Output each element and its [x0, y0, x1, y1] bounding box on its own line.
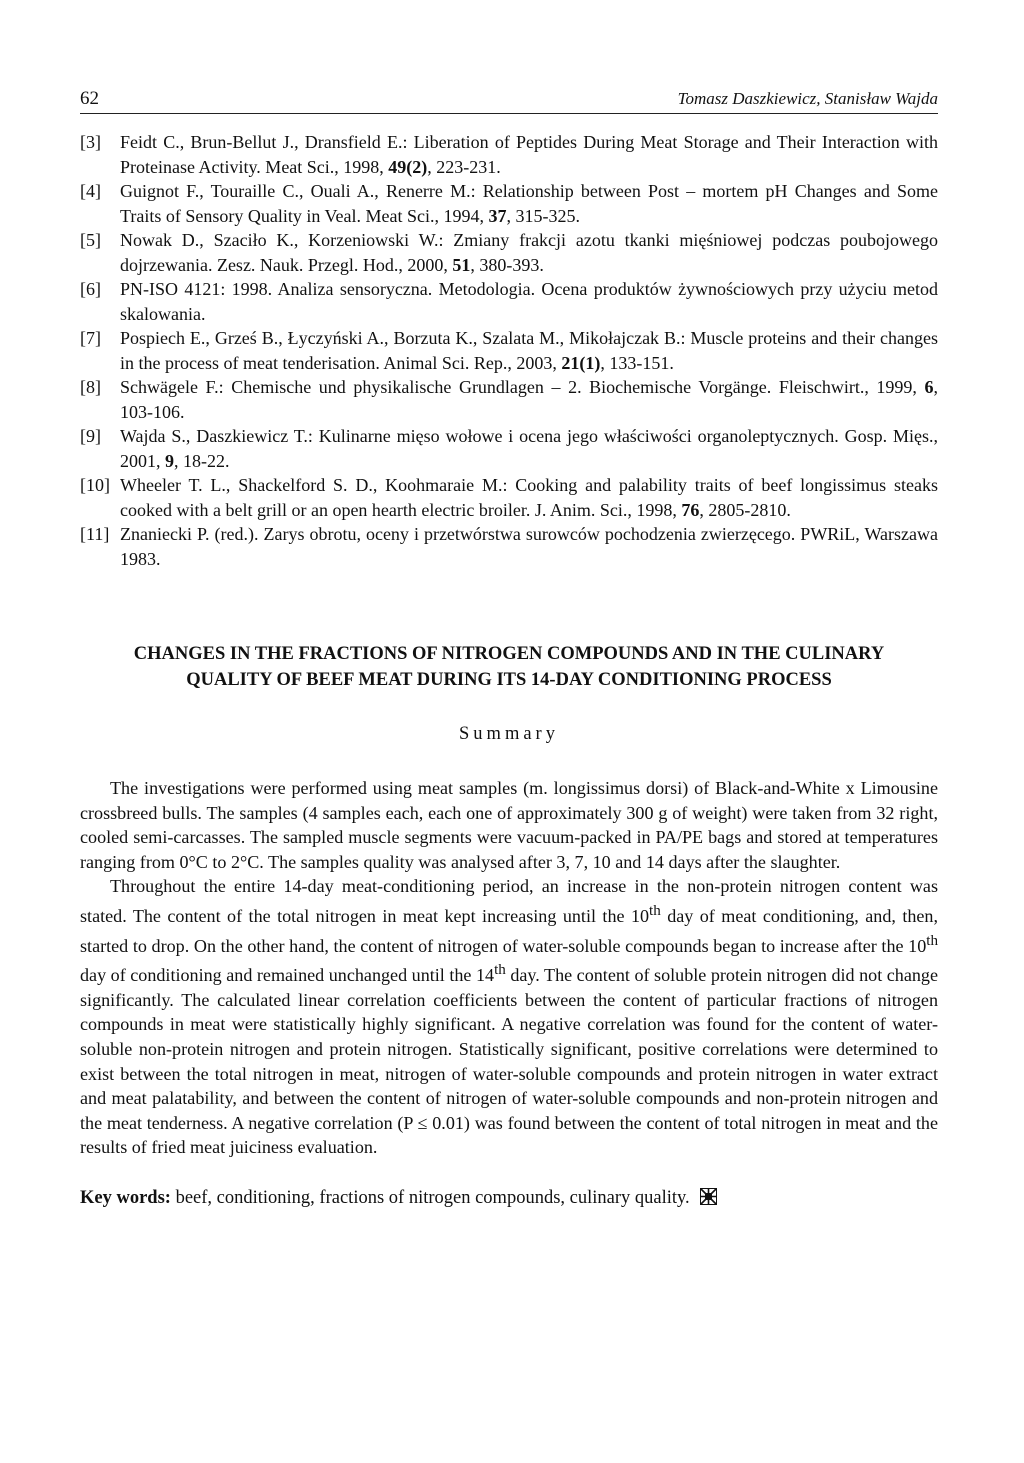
- reference-item: [80, 522, 938, 571]
- reference-item: [80, 473, 938, 522]
- reference-item: [80, 179, 938, 228]
- reference-text: Schwägele F.: Chemische und physikalische Grundlagen – 2. Biochemische Vorgänge. Fleischwirt., 1999, 6, 103-106.: [120, 377, 938, 422]
- summary-title: CHANGES IN THE FRACTIONS OF NITROGEN COMPOUNDS AND IN THE CULINARY QUALITY OF BEEF MEAT DURING ITS 14-DAY CONDITIONING PROCESS: [133, 644, 885, 690]
- reference-item: [80, 375, 938, 424]
- running-authors: Tomasz Daszkiewicz, Stanisław Wajda: [677, 89, 938, 108]
- reference-number: [5]: [80, 230, 101, 250]
- reference-number: [10]: [80, 475, 110, 495]
- reference-number: [6]: [80, 279, 101, 299]
- reference-item: [80, 424, 938, 473]
- summary-paragraph-1: The investigations were performed using meat samples (m. longissimus dorsi) of Black-and-White x Limousine crossbreed bulls. The samples (4 samples each, each one of approximately 300 g of weight) were taken from 32 right, cooled semi-carcasses. The sampled muscle segments were vacuum-packed in PA/PE bags and stored at temperatures ranging from 0°C to 2°C. The samples quality was analysed after 3, 7, 10 and 14 days after the slaughter.: [80, 778, 938, 872]
- reference-item: [80, 326, 938, 375]
- reference-item: [80, 277, 938, 326]
- reference-text: Znaniecki P. (red.). Zarys obrotu, oceny i przetwórstwa surowców pochodzenia zwierzęcego. PWRiL, Warszawa 1983.: [120, 524, 938, 569]
- reference-text: Wajda S., Daszkiewicz T.: Kulinarne mięso wołowe i ocena jego właściwości organoleptycznych. Gosp. Mięs., 2001, 9, 18-22.: [120, 426, 938, 471]
- end-of-article-icon: [700, 1188, 717, 1205]
- page-number: 62: [80, 88, 99, 109]
- reference-text: Wheeler T. L., Shackelford S. D., Koohmaraie M.: Cooking and palability traits of beef longissimus steaks cooked with a belt grill or an open hearth electric broiler. J. Anim. Sci., 1998, 76, 2805-2810.: [120, 475, 938, 520]
- reference-number: [11]: [80, 524, 110, 544]
- keywords-text: beef, conditioning, fractions of nitrogen compounds, culinary quality.: [170, 1188, 690, 1208]
- keywords: [80, 1186, 938, 1210]
- reference-text: PN-ISO 4121: 1998. Analiza sensoryczna. Metodologia. Ocena produktów żywnościowych przy użyciu metod skalowania.: [120, 279, 938, 324]
- reference-number: [8]: [80, 377, 101, 397]
- reference-list: [80, 130, 938, 571]
- running-header: [80, 88, 938, 114]
- reference-number: [4]: [80, 181, 101, 201]
- reference-item: [80, 130, 938, 179]
- reference-text: Nowak D., Szaciło K., Korzeniowski W.: Zmiany frakcji azotu tkanki mięśniowej podczas poubojowego dojrzewania. Zesz. Nauk. Przegl. Hod., 2000, 51, 380-393.: [120, 230, 938, 275]
- reference-text: Guignot F., Touraille C., Ouali A., Renerre M.: Relationship between Post – mortem pH Changes and Some Traits of Sensory Quality in Veal. Meat Sci., 1994, 37, 315-325.: [120, 181, 938, 226]
- keywords-label: Key words:: [80, 1188, 171, 1208]
- reference-number: [3]: [80, 132, 101, 152]
- reference-item: [80, 228, 938, 277]
- reference-text: Feidt C., Brun-Bellut J., Dransfield E.: Liberation of Peptides During Meat Storage and Their Interaction with Proteinase Activity. Meat Sci., 1998, 49(2), 223-231.: [120, 132, 938, 177]
- reference-number: [7]: [80, 328, 101, 348]
- summary-paragraph-2: Throughout the entire 14-day meat-conditioning period, an increase in the non-protein nitrogen content was stated. The content of the total nitrogen in meat kept increasing until the 10th day of meat conditioning, and, then, started to drop. On the other hand, the content of nitrogen of water-soluble compounds began to increase after the 10th day of conditioning and remained unchanged until the 14th day. The content of soluble protein nitrogen did not change significantly. The calculated linear correlation coefficients between the content of particular fractions of nitrogen compounds in meat were statistically highly significant. A negative correlation was found for the content of water-soluble non-protein nitrogen and protein nitrogen. Statistically significant, positive correlations were determined to exist between the total nitrogen in meat, nitrogen of water-soluble compounds and protein nitrogen in water extract and meat palatability, and between the content of nitrogen of water-soluble compounds and non-protein nitrogen and the meat tenderness. A negative correlation (P ≤ 0.01) was found between the content of total nitrogen in meat and the results of fried meat juiciness evaluation.: [80, 876, 938, 1158]
- reference-number: [9]: [80, 426, 101, 446]
- reference-text: Pospiech E., Grześ B., Łyczyński A., Borzuta K., Szalata M., Mikołajczak B.: Muscle proteins and their changes in the process of meat tenderisation. Animal Sci. Rep., 2003, 21(1), 133-151.: [120, 328, 938, 373]
- summary-heading: Summary: [459, 724, 559, 744]
